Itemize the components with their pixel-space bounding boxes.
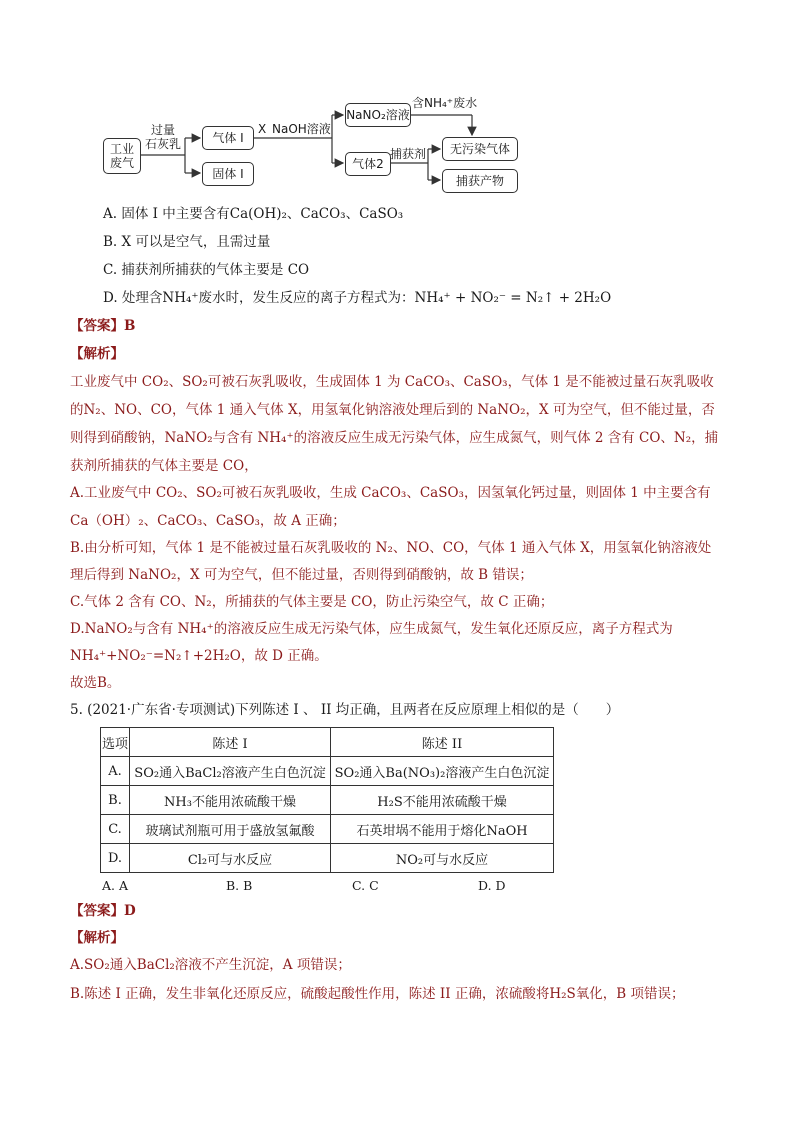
naoh-label: NaOH溶液 <box>272 122 331 136</box>
table-row <box>101 844 554 873</box>
analysis-line: B.由分析可知，气体 1 是不能被过量石灰乳吸收的 N₂、NO、CO，气体 1 通入气体 X，用氢氧化钠溶液处 <box>70 540 712 556</box>
analysis-line: A.工业废气中 CO₂、SO₂可被石灰乳吸收，生成 CaCO₃、CaSO₃，因氢氧化钙过量，则固体 1 中主要含有 <box>70 485 711 501</box>
table-cell: Cl₂可与水反应 <box>130 844 331 873</box>
q5-stem: 5. (2021·广东省·专项测试)下列陈述 I 、 II 均正确，且两者在反应原理上相似的是（ ） <box>70 702 620 718</box>
q4-option-a: A. 固体 I 中主要含有Ca(OH)₂、CaCO₃、CaSO₃ <box>103 206 404 222</box>
analysis-line: 工业废气中 CO₂、SO₂可被石灰乳吸收，生成固体 1 为 CaCO₃、CaSO₃，气体 1 是不能被过量石灰乳吸收 <box>70 374 714 390</box>
table-cell: H₂S不能用浓硫酸干燥 <box>331 786 554 815</box>
analysis-line: Ca（OH）₂、CaCO₃、CaSO₃，故 A 正确； <box>70 513 346 529</box>
table-header-cell: 陈述 II <box>331 728 554 757</box>
analysis-line: 则得到硝酸钠，NaNO₂与含有 NH₄⁺的溶液反应生成无污染气体，应生成氮气，则气体 2 含有 CO、N₂，捕 <box>70 430 719 446</box>
q4-option-d: D. 处理含NH₄⁺废水时，发生反应的离子方程式为：NH₄⁺ + NO₂⁻ = N₂↑ + 2H₂O <box>103 290 612 306</box>
table-cell: 玻璃试剂瓶可用于盛放氢氟酸 <box>130 815 331 844</box>
answer-label: 【答案】 <box>70 903 124 919</box>
clean-gas-box: 无污染气体 <box>442 137 518 161</box>
table-cell: D. <box>101 844 130 873</box>
q5-choice-c: C. C <box>352 878 379 893</box>
table-header-cell: 选项 <box>101 728 130 757</box>
answer-value: B <box>124 318 136 334</box>
table-cell: C. <box>101 815 130 844</box>
nh4-waste-label: 含NH₄⁺废水 <box>412 96 478 110</box>
capture-product-box: 捕获产物 <box>442 169 518 193</box>
analysis-line: C.气体 2 含有 CO、N₂，所捕获的气体主要是 CO，防止污染空气，故 C 正确； <box>70 594 554 610</box>
capture-agent-label: 捕获剂 <box>390 147 427 161</box>
q5-answer <box>70 902 136 920</box>
answer-label: 【答案】 <box>70 318 124 334</box>
table-cell: SO₂通入BaCl₂溶液产生白色沉淀 <box>130 757 331 786</box>
answer-value: D <box>124 903 136 919</box>
q4-option-c: C. 捕获剂所捕获的气体主要是 CO <box>103 262 310 278</box>
table-row <box>101 786 554 815</box>
q5-analysis-label: 【解析】 <box>70 930 124 946</box>
table-cell: 石英坩埚不能用于熔化NaOH <box>331 815 554 844</box>
q4-analysis-label: 【解析】 <box>70 346 124 362</box>
analysis-line: 故选B。 <box>70 675 121 691</box>
waste-gas-box: 工业 废气 <box>103 138 141 174</box>
q5-choice-b: B. B <box>226 878 253 893</box>
table-cell: NO₂可与水反应 <box>331 844 554 873</box>
analysis-line: D.NaNO₂与含有 NH₄⁺的溶液反应生成无污染气体，应生成氮气，发生氧化还原反应，离子方程式为 <box>70 621 673 637</box>
q5-table <box>100 727 554 873</box>
analysis-line: 获剂所捕获的气体主要是 CO， <box>70 458 258 474</box>
gas1-box: 气体 I <box>202 126 254 150</box>
table-cell: B. <box>101 786 130 815</box>
q5-choice-a: A. A <box>102 878 129 893</box>
analysis-line: NH₄⁺+NO₂⁻=N₂↑+2H₂O，故 D 正确。 <box>70 648 328 664</box>
lime-milk-label: 过量 石灰乳 <box>144 123 181 151</box>
table-row <box>101 815 554 844</box>
q4-answer <box>70 317 135 335</box>
analysis-line: B.陈述 I 正确，发生非氧化还原反应，硫酸起酸性作用，陈述 II 正确，浓硫酸将H₂S氧化，B 项错误； <box>70 986 685 1002</box>
table-row <box>101 757 554 786</box>
table-cell: A. <box>101 757 130 786</box>
solid1-box: 固体 I <box>202 162 254 186</box>
table-cell: SO₂通入Ba(NO₃)₂溶液产生白色沉淀 <box>331 757 554 786</box>
q4-option-b: B. X 可以是空气，且需过量 <box>103 234 271 250</box>
gas2-box: 气体2 <box>345 152 391 176</box>
analysis-line: 的N₂、NO、CO，气体 1 通入气体 X，用氢氧化钠溶液处理后到的 NaNO₂，X 可为空气，但不能过量，否 <box>70 402 715 418</box>
analysis-line: A.SO₂通入BaCl₂溶液不产生沉淀，A 项错误； <box>70 957 351 973</box>
table-header-row <box>101 728 554 757</box>
nano2-box: NaNO₂溶液 <box>345 103 411 127</box>
analysis-line: 理后得到 NaNO₂，X 可为空气，但不能过量，否则得到硝酸钠，故 B 错误； <box>70 567 533 583</box>
x-label: X <box>258 122 267 136</box>
table-cell: NH₃不能用浓硫酸干燥 <box>130 786 331 815</box>
q5-choice-d: D. D <box>478 878 506 893</box>
table-header-cell: 陈述 I <box>130 728 331 757</box>
